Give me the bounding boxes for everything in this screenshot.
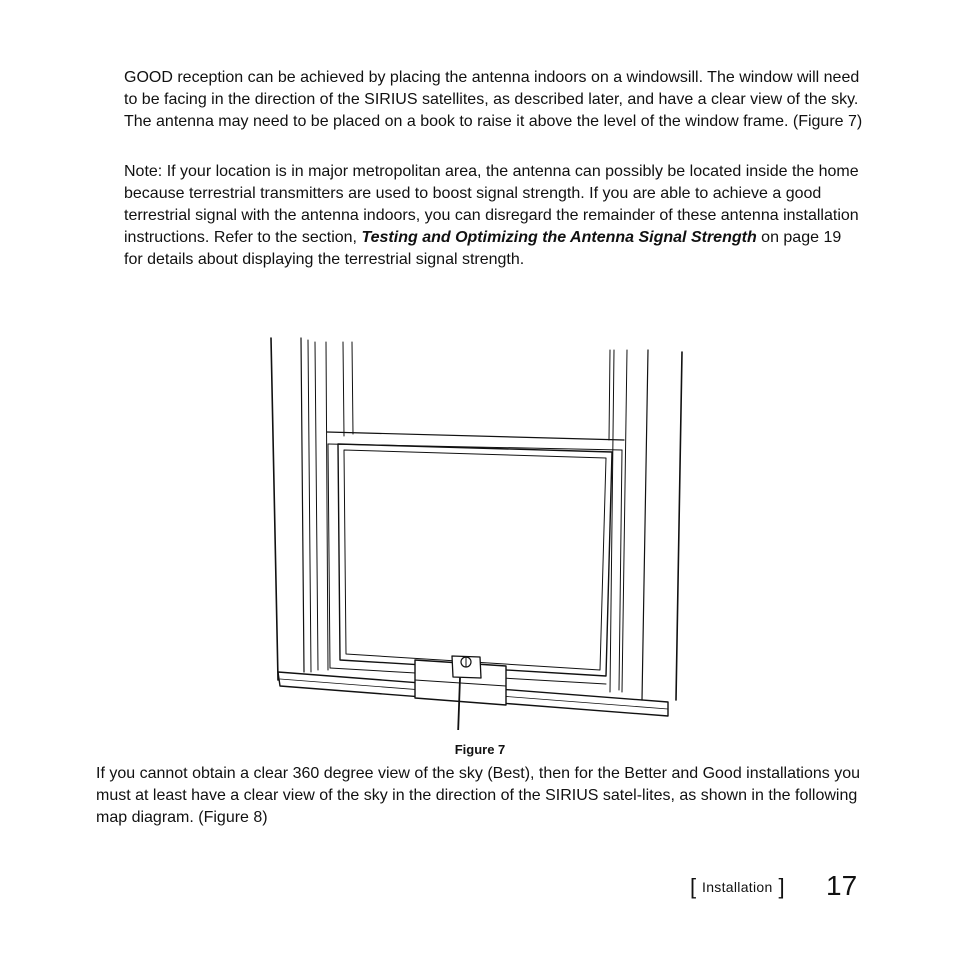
section-reference: Testing and Optimizing the Antenna Signal Strength	[361, 229, 757, 246]
close-bracket: ]	[778, 874, 785, 899]
open-bracket: [	[690, 874, 697, 899]
paragraph-good-reception: GOOD reception can be achieved by placing the antenna indoors on a windowsill. The window will need to be facing in the direction of the SIRIUS satellites, as described later, and have a clear view of the sky. The antenna may need to be placed on a book to raise it above the level of the window frame. (Figure 7)	[124, 69, 863, 130]
section-name: Installation	[702, 879, 773, 895]
note-text-end: on page 19 for details about displaying the terrestrial signal strength.	[124, 229, 842, 268]
note-text: Note: If your location is in major metropolitan area, the antenna can possibly be located inside the home because terrestrial transmitters are used to boost signal strength. If you are able to achieve a good terrestrial signal with the antenna indoors, you can disregard the remainder of these antenna installation instructions. Refer to the section,	[124, 163, 859, 246]
figure-caption: Figure 7	[454, 742, 506, 757]
note-paragraph	[124, 161, 864, 271]
footer-section-label	[690, 872, 785, 912]
window-antenna-illustration	[260, 330, 690, 730]
paragraph-360-view: If you cannot obtain a clear 360 degree view of the sky (Best), then for the Better and Good installations you must at least have a clear view of the sky in the direction of the SIRIUS satel-lites, as shown in the following map diagram. (Figure 8)	[96, 765, 861, 826]
page-number: 17	[826, 870, 858, 901]
